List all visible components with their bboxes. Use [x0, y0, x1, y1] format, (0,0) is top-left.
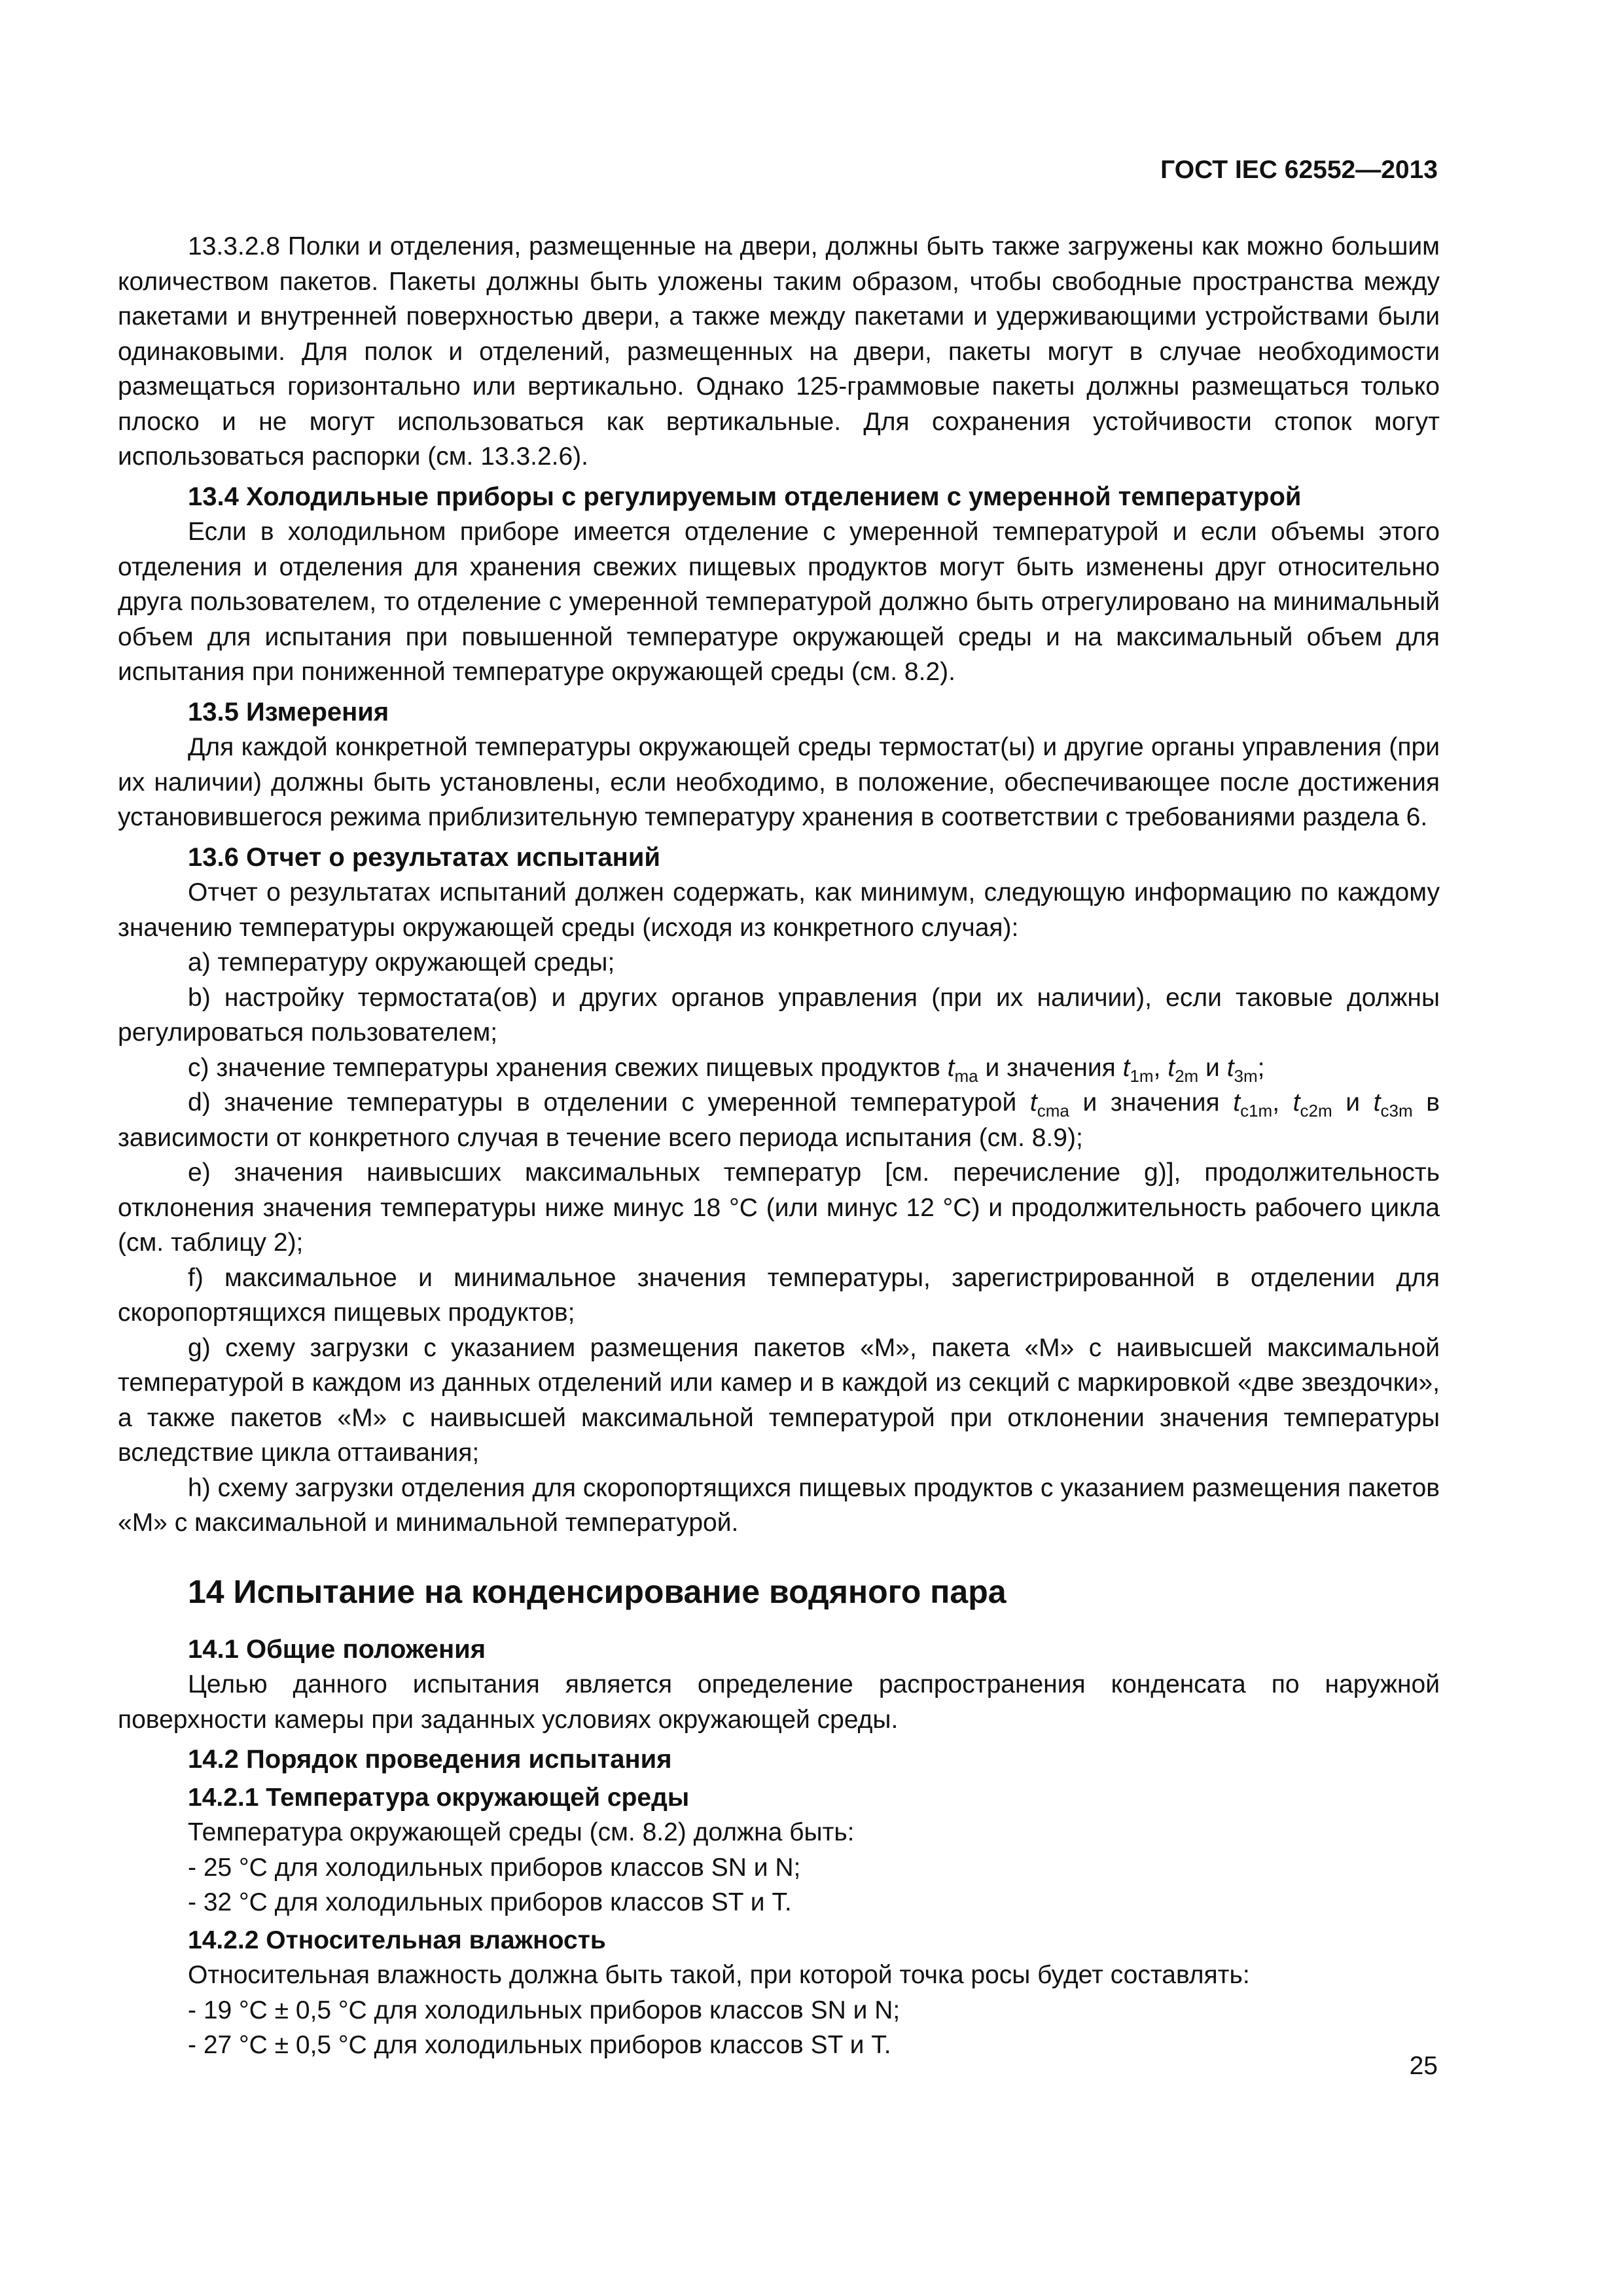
text-line: - 19 °С ± 0,5 °С для холодильных приборов классов SN и N; — [188, 1996, 901, 2024]
heading-13-5: 13.5 Измерения — [188, 697, 389, 726]
heading-14-2: 14.2 Порядок проведения испытания — [188, 1745, 672, 1774]
heading-14-1: 14.1 Общие положения — [188, 1634, 486, 1664]
list-item-a: а) температуру окружающей среды; — [188, 948, 615, 977]
document-body — [118, 229, 1440, 2063]
list-item-e: e) значения наивысших максимальных температур [см. перечисление g)], продолжительность отклонения значения температуры ниже минус 18 °С (или минус 12 °С) и продолжительность рабочего цикла (см. таблицу 2); — [118, 1158, 1440, 1257]
heading-14-2-2: 14.2.2 Относительная влажность — [188, 1926, 606, 1954]
list-item-d: d) значение температуры в отделении с умеренной температурой $t_{cma}$ и значения $t_{c1m}$, $t_{c2m}$ и $t_{c3m}$ в зависимости от конкретного случая в течение всего периода испытания (см. 8.9); — [118, 1088, 1440, 1152]
text-line: - 32 °С для холодильных приборов классов ST и Т. — [188, 1888, 792, 1916]
list-item-b: b) настройку термостата(ов) и других органов управления (при их наличии), если таковые должны регулироваться пользователем; — [118, 983, 1440, 1047]
paragraph-13-6-intro: Отчет о результатах испытаний должен содержать, как минимум, следующую информацию по каждому значению температуры окружающей среды (исходя из конкретного случая): — [118, 878, 1440, 942]
list-item-f: f) максимальное и минимальное значения температуры, зарегистрированной в отделении для скоропортящихся пищевых продуктов; — [118, 1263, 1440, 1327]
list-item-h: h) схему загрузки отделения для скоропортящихся пищевых продуктов с указанием размещения пакетов «М» с максимальной и минимальной температурой. — [118, 1473, 1440, 1537]
paragraph-13-4: Если в холодильном приборе имеется отделение с умеренной температурой и если объемы этого отделения и отделения для хранения свежих пищевых продуктов могут быть изменены друг относительно друга пользователем, то отделение с умеренной температурой должно быть отрегулировано на минимальный объем для испытания при повышенной температуре окружающей среды и на максимальный объем для испытания при пониженной температуре окружающей среды (см. 8.2). — [118, 518, 1440, 686]
text-line: Относительная влажность должна быть такой, при которой точка росы будет составлять: — [188, 1961, 1250, 1989]
list-item-g: g) схему загрузки с указанием размещения пакетов «М», пакета «М» с наивысшей максимальной температурой в каждом из данных отделений или камер и в каждой из секций с маркировкой «две звездочки», а также пакетов «М» с наивысшей максимальной температурой при отклонении значения температуры вследствие цикла оттаивания; — [118, 1333, 1440, 1467]
document-header: ГОСТ IEC 62552—2013 — [1160, 156, 1438, 184]
paragraph-13-5: Для каждой конкретной температуры окружающей среды термостат(ы) и другие органы управления (при их наличии) должны быть установлены, если необходимо, в положение, обеспечивающее после достижения установившегося режима приблизительную температуру хранения в соответствии с требованиями раздела 6. — [118, 733, 1440, 831]
heading-14: 14 Испытание на конденсирование водяного пара — [188, 1573, 1007, 1610]
heading-13-6: 13.6 Отчет о результатах испытаний — [188, 842, 660, 872]
page-number: 25 — [1409, 2052, 1438, 2080]
paragraph-13-3-2-8: 13.3.2.8 Полки и отделения, размещенные на двери, должны быть также загружены как можно большим количеством пакетов. Пакеты должны быть уложены таким образом, чтобы свободные пространства между пакетами и внутренней поверхностью двери, а также между пакетами и удерживающими устройствами были одинаковыми. Для полок и отделений, размещенных на двери, пакеты могут в случае необходимости размещаться горизонтально или вертикально. Однако 125-граммовые пакеты должны размещаться только плоско и не могут использоваться как вертикальные. Для сохранения устойчивости стопок могут использоваться распорки (см. 13.3.2.6). — [118, 232, 1440, 471]
heading-13-4: 13.4 Холодильные приборы с регулируемым отделением с умеренной температурой — [188, 482, 1302, 511]
heading-14-2-1: 14.2.1 Температура окружающей среды — [188, 1783, 690, 1812]
text-line: Температура окружающей среды (см. 8.2) должна быть: — [188, 1818, 855, 1846]
text-line: - 25 °С для холодильных приборов классов SN и N; — [188, 1853, 801, 1882]
list-item-c: с) значение температуры хранения свежих пищевых продуктов $t_{ma}$ и значения $t_{1m}$, $t_{2m}$ и $t_{3m}$; — [188, 1053, 1265, 1086]
text-line: - 27 °С ± 0,5 °С для холодильных приборов классов ST и Т. — [188, 2031, 891, 2059]
paragraph-14-1: Целью данного испытания является определение распространения конденсата по наружной поверхности камеры при заданных условиях окружающей среды. — [118, 1670, 1440, 1734]
